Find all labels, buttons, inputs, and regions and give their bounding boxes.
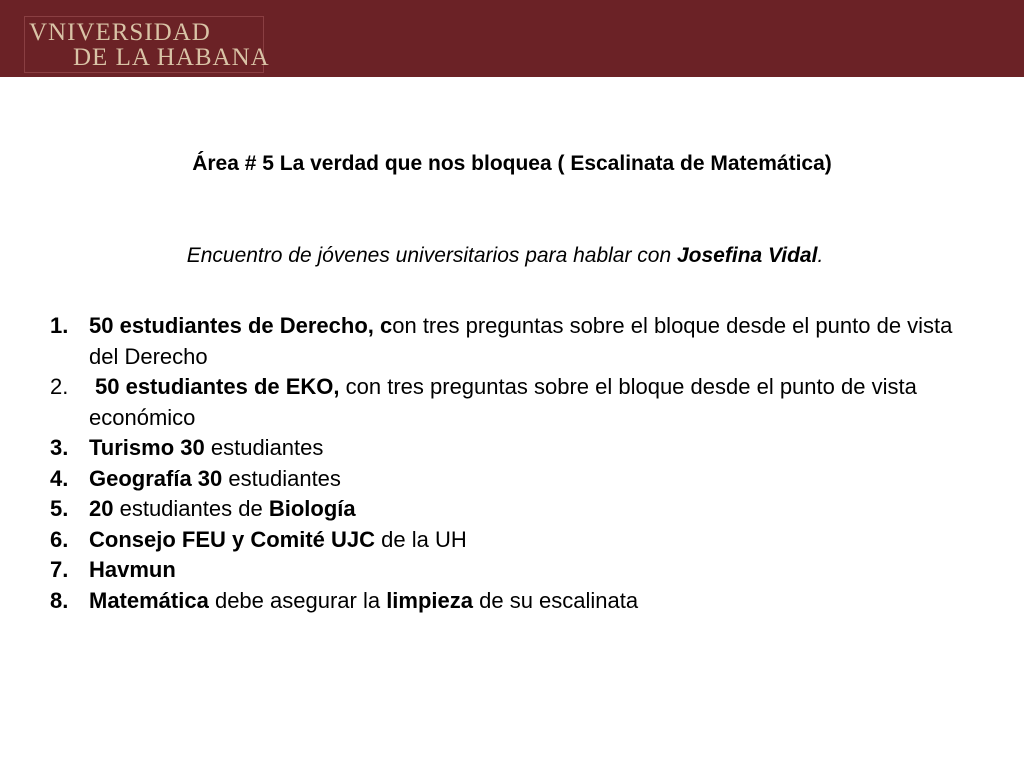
item-bold-text: 50 estudiantes de EKO,	[95, 374, 340, 399]
item-bold-text: 20	[89, 496, 114, 521]
item-bold-text: limpieza	[386, 587, 473, 613]
item-bold-text: Biología	[268, 496, 356, 521]
subtitle-text: Encuentro de jóvenes universitarios para hablar con	[186, 244, 677, 267]
item-number: 7.	[50, 557, 69, 582]
item-text: con tres preguntas sobre el bloque desde el punto de vista económico	[89, 374, 917, 430]
item-bold-text: 50 estudiantes de Derecho, c	[89, 313, 393, 338]
list-item	[50, 311, 970, 372]
item-bold-text: Havmun	[89, 557, 176, 582]
list-item	[50, 525, 970, 556]
subtitle-name: Josefina Vidal	[677, 244, 818, 267]
slide-subtitle	[0, 244, 1010, 268]
item-number: 6.	[50, 526, 69, 552]
item-text: estudiantes de	[113, 496, 269, 521]
item-text: de su escalinata	[473, 587, 639, 613]
item-list	[50, 311, 970, 616]
item-bold-text: Consejo FEU y Comité UJC	[89, 526, 376, 552]
item-number: 8.	[50, 587, 69, 613]
subtitle-end: .	[817, 244, 824, 267]
list-item	[50, 372, 970, 433]
item-text: de la UH	[375, 526, 467, 552]
item-text: estudiantes	[222, 465, 341, 491]
university-logo	[24, 16, 270, 73]
logo-line-2: DE LA HABANA	[73, 44, 270, 71]
item-number: 3.	[50, 435, 69, 460]
list-item	[50, 433, 970, 464]
list-item	[50, 494, 970, 525]
item-number: 5.	[50, 496, 69, 521]
list-item	[50, 586, 970, 617]
header-banner	[0, 0, 1024, 77]
list-item	[50, 555, 970, 586]
item-text: on tres preguntas sobre el bloque desde el punto de vista del Derecho	[89, 313, 953, 369]
item-number: 4.	[50, 465, 69, 491]
list-item	[50, 464, 970, 495]
item-bold-text: Geografía 30	[89, 465, 223, 491]
item-bold-text: Matemática	[89, 587, 209, 613]
logo-line-1: VNIVERSIDAD	[29, 19, 211, 46]
item-text: estudiantes	[204, 435, 324, 460]
slide-title: Área # 5 La verdad que nos bloquea ( Escalinata de Matemática)	[192, 152, 832, 175]
item-number: 1.	[50, 313, 69, 338]
item-text: debe asegurar la	[208, 587, 387, 613]
item-bold-text: Turismo 30	[89, 435, 205, 460]
item-number: 2.	[50, 374, 69, 399]
